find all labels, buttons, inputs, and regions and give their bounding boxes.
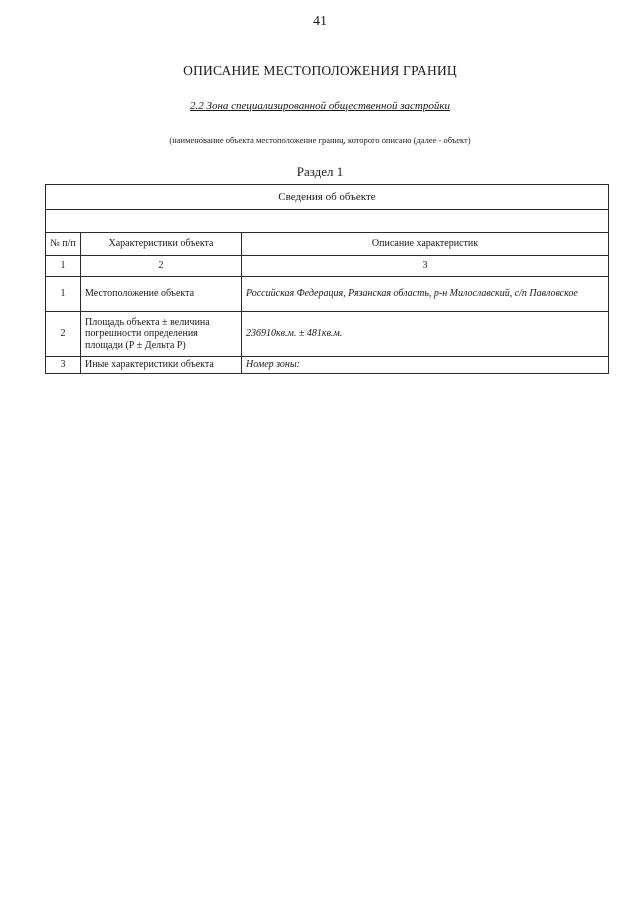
row-num: 3 — [46, 357, 81, 374]
table-row — [46, 277, 609, 312]
table-info-header-row — [46, 185, 609, 210]
row-characteristic: Местоположение объекта — [81, 277, 242, 312]
header-description: Описание характеристик — [242, 233, 609, 256]
row-description: 236910кв.м. ± 481кв.м. — [242, 312, 609, 357]
header-num: № п/п — [46, 233, 81, 256]
table-column-numbers-row — [46, 256, 609, 277]
row-description: Номер зоны: — [242, 357, 609, 374]
column-number: 1 — [46, 256, 81, 277]
row-description: Российская Федерация, Рязанская область, р-н Милославский, с/п Павловское — [242, 277, 609, 312]
table-header-row — [46, 233, 609, 256]
header-characteristic: Характеристики объекта — [81, 233, 242, 256]
object-info-table — [45, 184, 609, 374]
table-empty-cell — [46, 210, 609, 233]
table-row — [46, 357, 609, 374]
zone-name: 2.2 Зона специализированной общественной застройки — [190, 100, 450, 112]
section-title: Раздел 1 — [296, 164, 344, 179]
table-row — [46, 312, 609, 357]
table-info-header: Сведения об объекте — [46, 185, 609, 210]
column-number: 2 — [81, 256, 242, 277]
row-num: 2 — [46, 312, 81, 357]
row-characteristic: Иные характеристики объекта — [81, 357, 242, 374]
table-empty-row — [46, 210, 609, 233]
row-characteristic: Площадь объекта ± величина погрешности определения площади (Р ± Дельта Р) — [81, 312, 242, 357]
row-num: 1 — [46, 277, 81, 312]
document-title: ОПИСАНИЕ МЕСТОПОЛОЖЕНИЯ ГРАНИЦ — [183, 63, 457, 78]
column-number: 3 — [242, 256, 609, 277]
zone-caption: (наименование объекта местоположение границ, которого описано (далее - объект) — [169, 135, 471, 145]
page-number: 41 — [313, 14, 327, 29]
